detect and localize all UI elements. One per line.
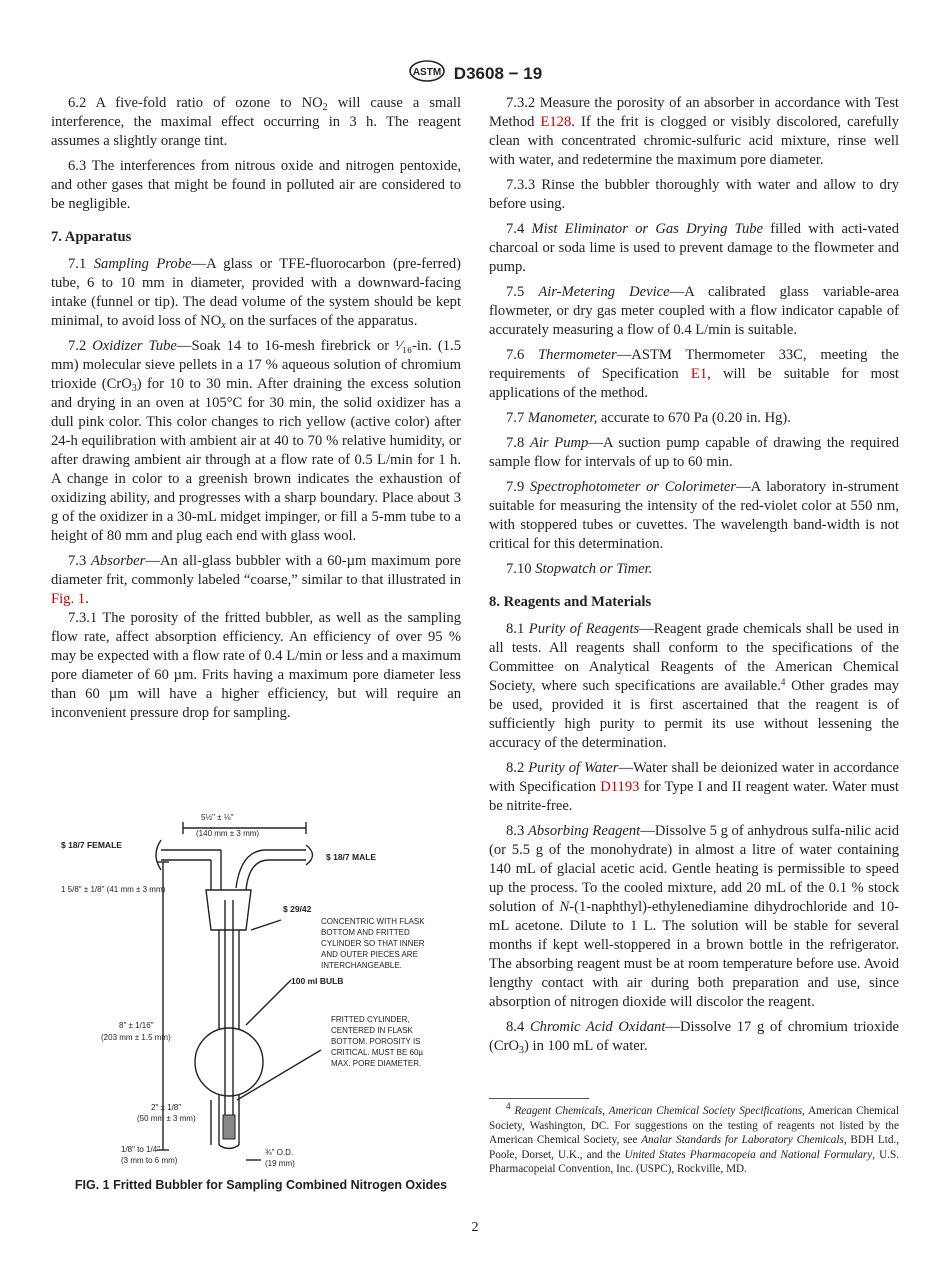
paragraph-7-1: 7.1 Sampling Probe—A glass or TFE-fluorocarbon (pre-ferred) tube, 6 to 10 mm in diameter, provided with a downward-facing intake (funnel or tip). The dead volume of the system should be kept minimal, to avoid loss of $NO_x$ on the surfaces of the apparatus. bbox=[51, 256, 461, 331]
svg-text:(50 mm ± 3 mm): (50 mm ± 3 mm) bbox=[137, 1114, 196, 1123]
svg-text:(140 mm ± 3 mm): (140 mm ± 3 mm) bbox=[196, 829, 260, 838]
bulb bbox=[195, 1028, 263, 1096]
svg-text:5½" ± ⅛": 5½" ± ⅛" bbox=[201, 813, 234, 822]
svg-text:¾" O.D.: ¾" O.D. bbox=[265, 1148, 294, 1157]
paragraph-7-3-2: 7.3.2 Measure the porosity of an absorber in accordance with Test Method E128. If the frit is clogged or visibly discolored, carefully clean with concentrated chromic-sulfuric acid mixture, rinse well with water, and redetermine the maximum pore diameter. bbox=[489, 95, 899, 168]
paragraph-8-4: 8.4 Chromic Acid Oxidant—Dissolve 17 g of chromium trioxide (CrO$_3$) in 100 mL of water. bbox=[489, 1019, 899, 1056]
svg-text:8" ± 1/16": 8" ± 1/16" bbox=[119, 1021, 154, 1030]
svg-text:$ 18/7 FEMALE: $ 18/7 FEMALE bbox=[61, 840, 122, 850]
svg-text:$ 18/7 MALE: $ 18/7 MALE bbox=[326, 852, 377, 862]
svg-text:CYLINDER SO THAT INNER: CYLINDER SO THAT INNER bbox=[321, 939, 425, 948]
frit bbox=[223, 1115, 235, 1139]
paragraph-7-10: 7.10 Stopwatch or Timer. bbox=[506, 561, 653, 577]
svg-text:MAX. PORE DIAMETER.: MAX. PORE DIAMETER. bbox=[331, 1059, 422, 1068]
section-8-heading: 8. Reagents and Materials bbox=[489, 594, 652, 610]
svg-text:CONCENTRIC WITH FLASK: CONCENTRIC WITH FLASK bbox=[321, 917, 425, 926]
svg-text:1/8" to 1/4": 1/8" to 1/4" bbox=[121, 1145, 161, 1154]
paragraph-8-2: 8.2 Purity of Water—Water shall be deionized water in accordance with Specification D1193 for Type I and II reagent water. Water must be nitrite-free. bbox=[489, 760, 899, 814]
svg-text:$ 29/42: $ 29/42 bbox=[283, 904, 312, 914]
right-column bbox=[489, 94, 899, 1062]
section-7-heading: 7. Apparatus bbox=[51, 229, 132, 245]
paragraph-7-8: 7.8 Air Pump—A suction pump capable of drawing the required sample flow for intervals of up to 60 min. bbox=[489, 435, 899, 470]
paragraph-7-5: 7.5 Air-Metering Device—A calibrated glass variable-area flowmeter, or dry gas meter coupled with a flow indicator capable of accurately measuring a flow of 0.4 L/min is suitable. bbox=[489, 284, 899, 338]
svg-text:AND OUTER PIECES ARE: AND OUTER PIECES ARE bbox=[321, 950, 418, 959]
paragraph-7-2: 7.2 Oxidizer Tube—Soak 14 to 16-mesh firebrick or ¹⁄₁₆-in. (1.5 mm) molecular sieve pellets in a 17 % aqueous solution of chromium trioxide (CrO$_3$) for 10 to 30 min. After draining the excess solution and drying in an oven at 105°C for 30 min, the solid oxidizer has a dull pink color. This color changes to rich yellow (active color) after 24-h equilibration with ambient air at 40 to 70 % relative humidity, or after drawing ambient air through at a flow rate of 0.5 L/min for 1 h. A change in color to a greenish brown indicates the exhaustion of oxidizing ability, and progresses with a sharp boundary. Place about 3 g of the oxidizer in a 30-mL midget impinger, or fill a 5-mm tube to a height of 80 mm and plug each end with glass wool. bbox=[51, 338, 461, 544]
svg-text:(19 mm): (19 mm) bbox=[265, 1159, 295, 1168]
paragraph-7-3-3: 7.3.3 Rinse the bubbler thoroughly with water and allow to dry before using. bbox=[489, 177, 900, 212]
paragraph-8-3: 8.3 Absorbing Reagent—Dissolve 5 g of anhydrous sulfa-nilic acid (or 5.5 g of the monohydrate) in almost a litre of water containing 140 mL of glacial acetic acid. Gentle heating is permissible to speed up the process. To the cooled mixture, add 20 mL of the 0.1 % stock solution of N-(1-naphthyl)-ethylenediamine dihydrochloride and 10-mL acetone. Dilute to 1 L. The solution will be stable for several months if kept well-stoppered in a brown bottle in the refrigerator. The absorbing reagent must be at room temperature before use. Avoid lengthy contact with air during both preparation and use, since absorption of nitrogen dioxide will discolor the reagent. bbox=[489, 823, 900, 1010]
paragraph-6-3: 6.3 The interferences from nitrous oxide and nitrogen pentoxide, and other gases that might be found in polluted air are considered to be negligible. bbox=[51, 158, 461, 212]
paragraph-7-3-1: 7.3.1 The porosity of the fritted bubbler, as well as the sampling flow rate, affect absorption efficiency. An efficiency of over 95 % may be expected with a flow rate of 0.4 L/min or less and a maximum pore diameter of 60 µm. Frits having a maximum pore diameter less than 60 µm will have a higher efficiency, but will require an inconvenient pressure drop for sampling. bbox=[51, 610, 462, 721]
fig1-link[interactable]: Fig. 1 bbox=[51, 591, 86, 607]
paragraph-7-9: 7.9 Spectrophotometer or Colorimeter—A laboratory in-strument suitable for measuring the intensity of the red-violet color at 550 nm, with stoppered tubes or cuvettes. The wavelength band-width is not critical for this determination. bbox=[489, 479, 899, 552]
svg-text:1 5/8" ± 1/8" (41 mm ± 3 mm): 1 5/8" ± 1/8" (41 mm ± 3 mm) bbox=[61, 885, 166, 894]
paragraph-7-4: 7.4 Mist Eliminator or Gas Drying Tube filled with acti-vated charcoal or soda lime is used to prevent damage to the flowmeter and pump. bbox=[489, 221, 899, 275]
e1-link[interactable]: E1 bbox=[690, 366, 708, 382]
svg-text:BOTTOM. POROSITY IS: BOTTOM. POROSITY IS bbox=[331, 1037, 421, 1046]
svg-text:FRITTED CYLINDER,: FRITTED CYLINDER, bbox=[331, 1015, 410, 1024]
ground-joint bbox=[206, 890, 251, 930]
paragraph-8-1: 8.1 Purity of Reagents—Reagent grade chemicals shall be used in all tests. All reagents shall conform to the specifications of the Committee on Analytical Reagents of the American Chemical Society, where such specifications are available.$^4$ Other grades may be used, provided it is first ascertained that the reagent is of sufficiently high purity to permit its use without lessening the accuracy of the determination. bbox=[489, 621, 899, 751]
svg-text:INTERCHANGEABLE.: INTERCHANGEABLE. bbox=[321, 961, 402, 970]
astm-logo-icon bbox=[408, 60, 446, 87]
figure-caption: FIG. 1 Fritted Bubbler for Sampling Combined Nitrogen Oxides bbox=[74, 1178, 448, 1192]
svg-text:(3 mm to 6 mm): (3 mm to 6 mm) bbox=[121, 1156, 178, 1165]
paragraph-6-2: 6.2 A five-fold ratio of ozone to $NO_2$ will cause a small interference, the maximal effect occurring in 3 h. The reagent assumes a slightly orange tint. bbox=[51, 95, 461, 149]
svg-text:2" ± 1/8": 2" ± 1/8" bbox=[151, 1103, 182, 1112]
document-id: D3608 − 19 bbox=[453, 63, 543, 83]
svg-text:100 ml BULB: 100 ml BULB bbox=[291, 976, 344, 986]
figure-1-bubbler-diagram bbox=[51, 800, 471, 1170]
svg-text:CENTERED IN FLASK: CENTERED IN FLASK bbox=[331, 1026, 413, 1035]
svg-text:BOTTOM AND FRITTED: BOTTOM AND FRITTED bbox=[321, 928, 410, 937]
paragraph-7-3: 7.3 Absorber—An all-glass bubbler with a 60-µm maximum pore diameter frit, commonly labeled “coarse,” similar to that illustrated in Fig. 1. bbox=[51, 553, 461, 607]
paragraph-7-7: 7.7 Manometer, accurate to 670 Pa (0.20 in. Hg). bbox=[506, 410, 791, 426]
d1193-link[interactable]: D1193 bbox=[600, 779, 640, 795]
footnote-rule bbox=[489, 1098, 589, 1099]
e128-link[interactable]: E128 bbox=[540, 114, 572, 130]
footnote-4: $^4$ Reagent Chemicals, American Chemical Society Specifications, American Chemical Society, Washington, DC. For suggestions on the testing of reagents not listed by the American Chemical Society, see Analar Standards for Laboratory Chemicals, BDH Ltd., Poole, Dorset, U.K., and the United States Pharmacopeia and National Formulary, U.S. Pharmacopeial Convention, Inc. (USPC), Rockville, MD. bbox=[489, 1101, 900, 1175]
page-number: 2 bbox=[471, 1220, 479, 1235]
left-column bbox=[51, 94, 461, 729]
svg-text:CRITICAL. MUST BE 60µ: CRITICAL. MUST BE 60µ bbox=[331, 1048, 424, 1057]
female-joint bbox=[156, 840, 161, 870]
page-header bbox=[0, 60, 950, 87]
male-joint bbox=[306, 845, 313, 865]
paragraph-7-6: 7.6 Thermometer—ASTM Thermometer 33C, meeting the requirements of Specification E1, will be suitable for most applications of the method. bbox=[489, 347, 900, 401]
svg-text:(203 mm ± 1.5 mm): (203 mm ± 1.5 mm) bbox=[101, 1033, 171, 1042]
logo-text: ASTM bbox=[412, 67, 441, 78]
